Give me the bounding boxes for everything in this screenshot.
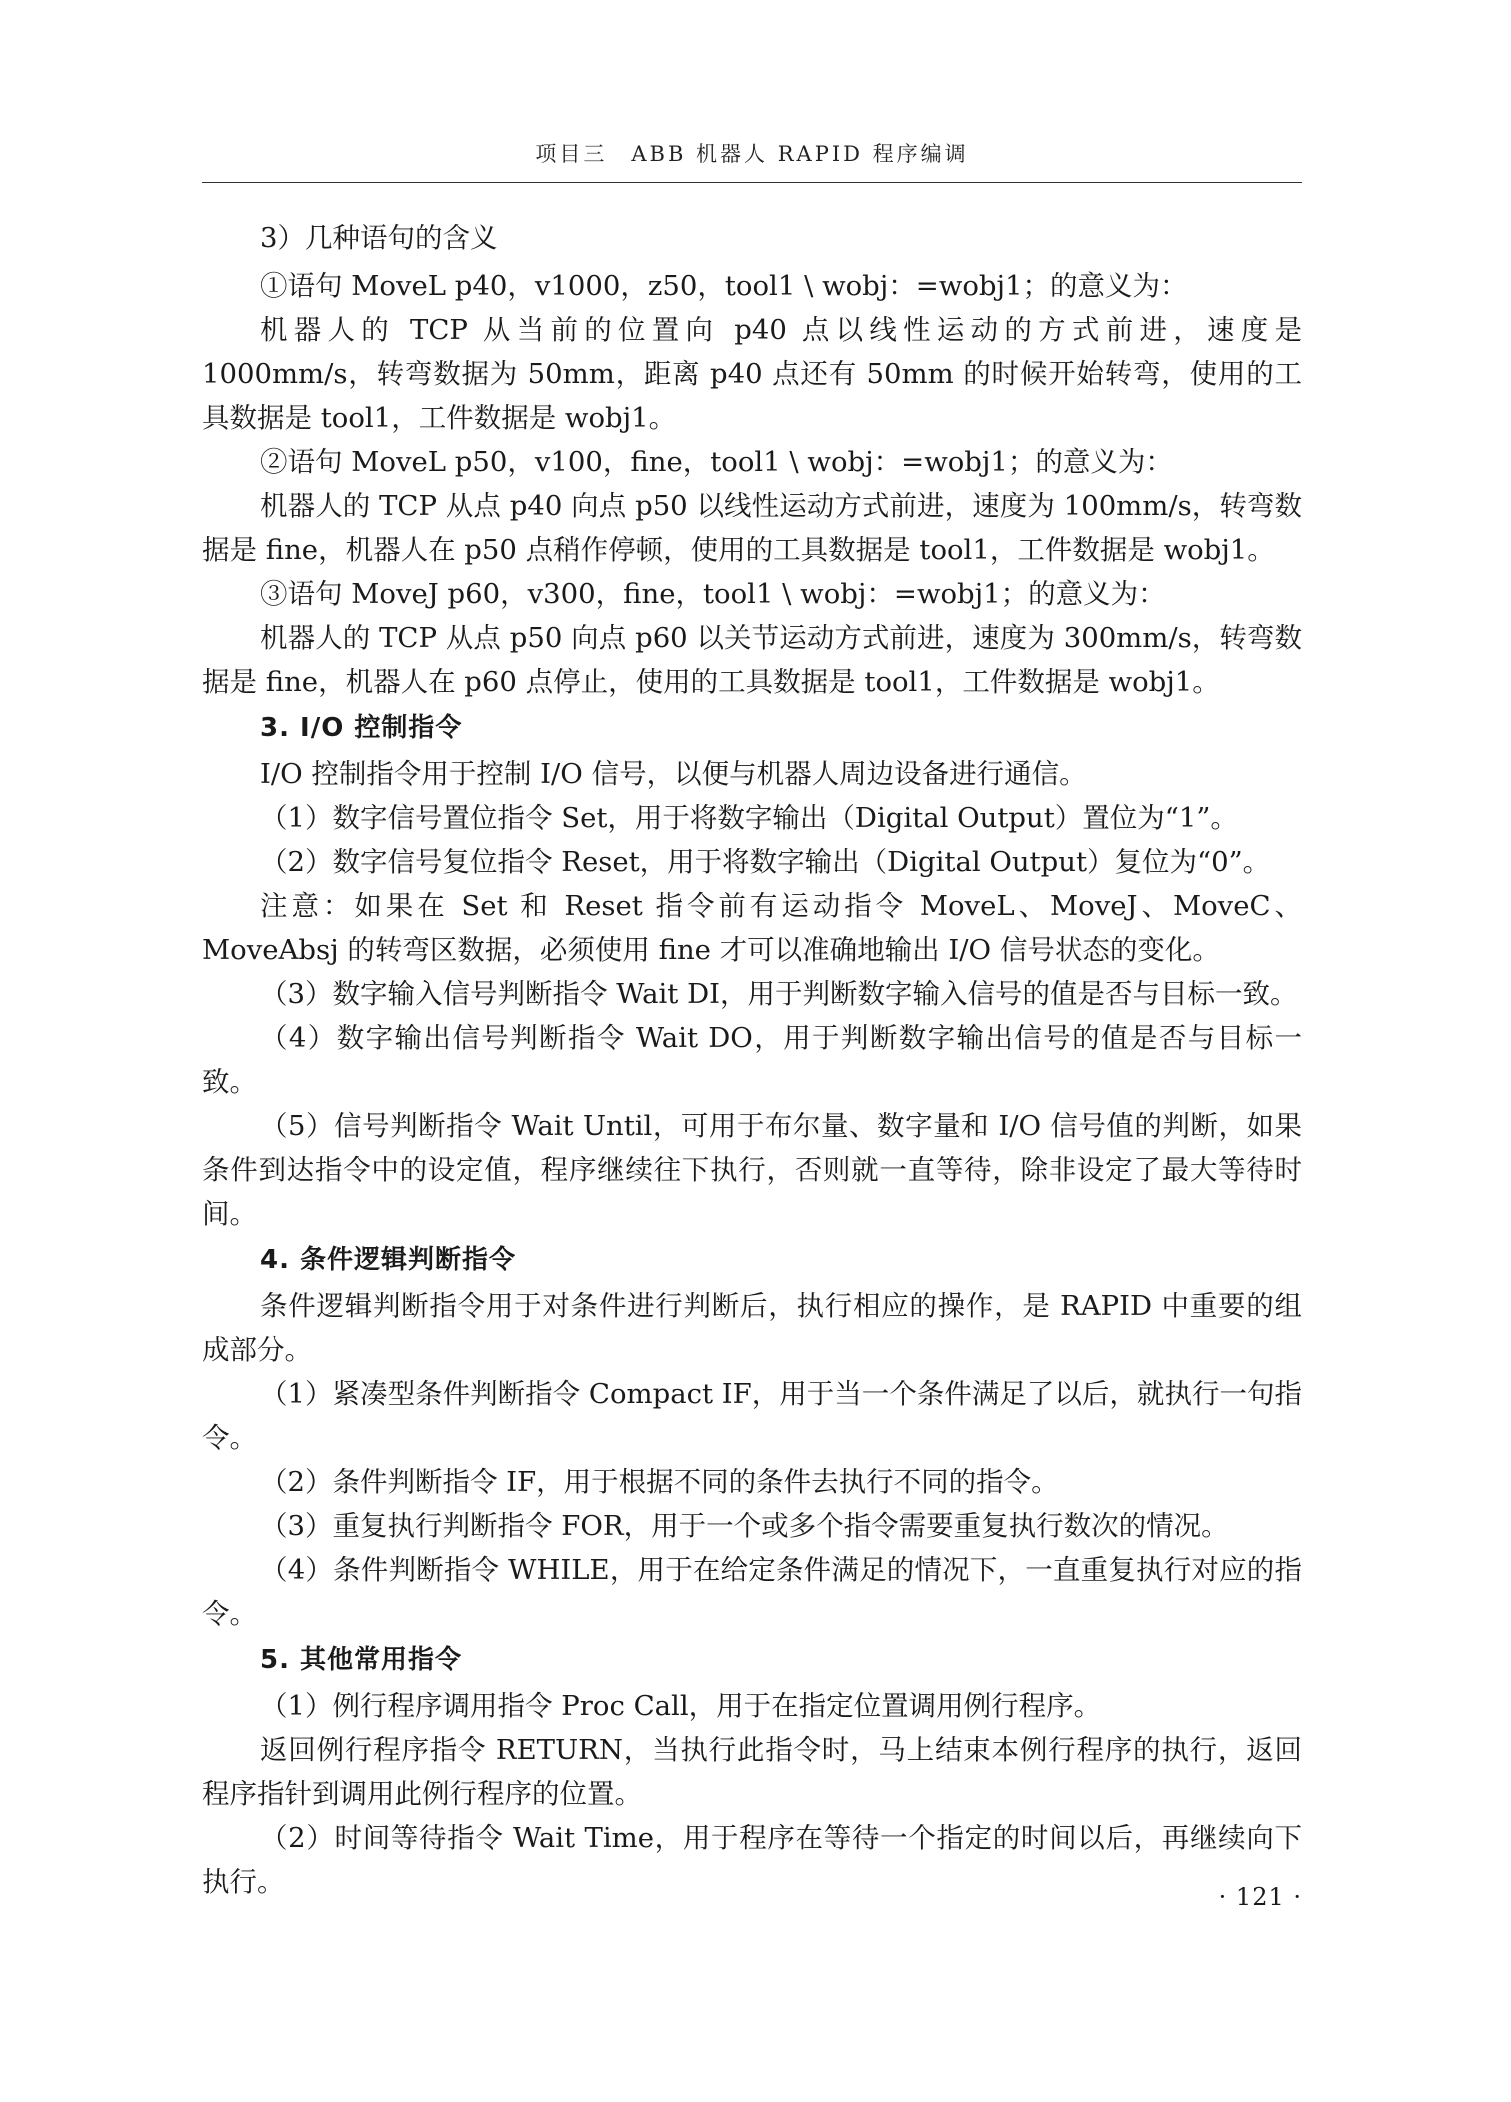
paragraph: （4）数字输出信号判断指令 Wait DO，用于判断数字输出信号的值是否与目标一致。 [202,1022,1302,1098]
paragraph: 条件逻辑判断指令用于对条件进行判断后，执行相应的操作，是 RAPID 中重要的组成部分。 [202,1290,1302,1366]
paragraph: 注意：如果在 Set 和 Reset 指令前有运动指令 MoveL、MoveJ、MoveC、MoveAbsj 的转弯区数据，必须使用 fine 才可以准确地输出 I/O 信号状态的变化。 [202,890,1302,966]
page-number: · 121 · [1218,1883,1302,1911]
paragraph: 机器人的 TCP 从当前的位置向 p40 点以线性运动的方式前进，速度是 1000mm/s，转弯数据为 50mm，距离 p40 点还有 50mm 的时候开始转弯，使用的工具数据是 tool1，工件数据是 wobj1。 [202,314,1302,434]
paragraph: （5）信号判断指令 Wait Until，可用于布尔量、数字量和 I/O 信号值的判断，如果条件到达指令中的设定值，程序继续往下执行，否则就一直等待，除非设定了最大等待时间。 [202,1110,1302,1230]
paragraph: （2）数字信号复位指令 Reset，用于将数字输出（Digital Output）复位为“0”。 [260,846,1271,878]
section-heading-io-control: 3. I/O 控制指令 [260,713,463,743]
paragraph: （1）例行程序调用指令 Proc Call，用于在指定位置调用例行程序。 [260,1690,1102,1722]
header-rule [202,182,1302,183]
paragraph: （3）数字输入信号判断指令 Wait DI，用于判断数字输入信号的值是否与目标一致。 [260,978,1298,1010]
paragraph: 返回例行程序指令 RETURN，当执行此指令时，马上结束本例行程序的执行，返回程序指针到调用此例行程序的位置。 [202,1734,1302,1810]
paragraph: ③语句 MoveJ p60，v300，fine，tool1 \ wobj：=wobj1；的意义为： [260,578,1166,610]
paragraph: （2）条件判断指令 IF，用于根据不同的条件去执行不同的指令。 [260,1466,1059,1498]
paragraph: 机器人的 TCP 从点 p40 向点 p50 以线性运动方式前进，速度为 100mm/s，转弯数据是 fine，机器人在 p50 点稍作停顿，使用的工具数据是 tool1，工件数据是 wobj1。 [202,490,1302,566]
paragraph: 3）几种语句的含义 [260,222,498,254]
paragraph: （1）数字信号置位指令 Set，用于将数字输出（Digital Output）置位为“1”。 [260,802,1238,834]
paragraph: ②语句 MoveL p50，v100，fine，tool1 \ wobj：=wobj1；的意义为： [260,446,1173,478]
paragraph: （1）紧凑型条件判断指令 Compact IF，用于当一个条件满足了以后，就执行一句指令。 [202,1378,1302,1454]
section-heading-conditional-logic: 4. 条件逻辑判断指令 [260,1245,517,1275]
page-body [202,216,1302,1904]
paragraph: ①语句 MoveL p40，v1000，z50，tool1 \ wobj：=wobj1；的意义为： [260,270,1188,302]
paragraph: 机器人的 TCP 从点 p50 向点 p60 以关节运动方式前进，速度为 300mm/s，转弯数据是 fine，机器人在 p60 点停止，使用的工具数据是 tool1，工件数据是 wobj1。 [202,622,1302,698]
paragraph: （3）重复执行判断指令 FOR，用于一个或多个指令需要重复执行数次的情况。 [260,1510,1229,1542]
section-heading-other-instructions: 5. 其他常用指令 [260,1645,463,1675]
paragraph: （2）时间等待指令 Wait Time，用于程序在等待一个指定的时间以后，再继续向下执行。 [202,1822,1302,1898]
paragraph: （4）条件判断指令 WHILE，用于在给定条件满足的情况下，一直重复执行对应的指令。 [202,1554,1302,1630]
running-header: 项目三 ABB 机器人 RAPID 程序编调 [535,142,969,166]
paragraph: I/O 控制指令用于控制 I/O 信号，以便与机器人周边设备进行通信。 [260,758,1087,790]
